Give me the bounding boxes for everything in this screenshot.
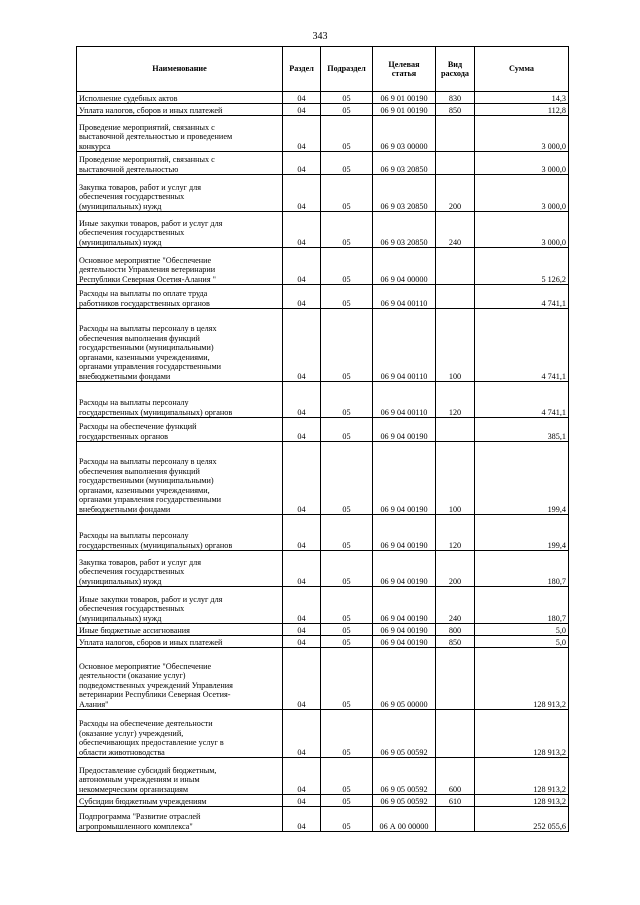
cell-section: 04 <box>283 710 321 758</box>
cell-subsection: 05 <box>321 175 373 212</box>
cell-sum: 199,4 <box>475 515 569 551</box>
cell-name: Иные закупки товаров, работ и услуг для обеспечения государственных (муниципальных) нужд <box>77 212 283 248</box>
cell-type <box>436 248 475 285</box>
cell-name: Расходы на обеспечение функций государственных органов <box>77 418 283 442</box>
cell-subsection: 05 <box>321 418 373 442</box>
cell-subsection: 05 <box>321 442 373 515</box>
cell-target: 06 9 04 00190 <box>373 624 436 636</box>
cell-type: 240 <box>436 212 475 248</box>
table-row <box>77 382 569 418</box>
cell-type: 200 <box>436 175 475 212</box>
cell-name: Расходы на выплаты персоналу в целях обеспечения выполнения функций государственными (муниципальными) органами, казенными учреждениями, органами управления государственными внебюджетными фондами <box>77 309 283 382</box>
cell-type <box>436 648 475 710</box>
table-row <box>77 92 569 104</box>
cell-sum: 385,1 <box>475 418 569 442</box>
page-number: 343 <box>312 31 328 42</box>
cell-type <box>436 152 475 175</box>
table-row <box>77 418 569 442</box>
cell-name: Расходы на выплаты по оплате труда работников государственных органов <box>77 285 283 309</box>
cell-name: Подпрограмма "Развитие отраслей агропромышленного комплекса" <box>77 807 283 832</box>
cell-sum: 199,4 <box>475 442 569 515</box>
cell-name: Закупка товаров, работ и услуг для обеспечения государственных (муниципальных) нужд <box>77 175 283 212</box>
cell-target: 06 9 05 00592 <box>373 795 436 807</box>
cell-type: 600 <box>436 758 475 795</box>
cell-type: 800 <box>436 624 475 636</box>
cell-target: 06 9 03 20850 <box>373 212 436 248</box>
cell-section: 04 <box>283 285 321 309</box>
cell-target: 06 9 04 00190 <box>373 418 436 442</box>
cell-section: 04 <box>283 442 321 515</box>
cell-sum: 180,7 <box>475 587 569 624</box>
table-row <box>77 309 569 382</box>
cell-section: 04 <box>283 152 321 175</box>
cell-type <box>436 710 475 758</box>
cell-name: Расходы на выплаты персоналу государственных (муниципальных) органов <box>77 515 283 551</box>
cell-sum: 14,3 <box>475 92 569 104</box>
cell-subsection: 05 <box>321 212 373 248</box>
cell-target: 06 9 05 00000 <box>373 648 436 710</box>
table-row <box>77 515 569 551</box>
cell-type <box>436 807 475 832</box>
cell-type: 850 <box>436 104 475 116</box>
cell-target: 06 А 00 00000 <box>373 807 436 832</box>
cell-subsection: 05 <box>321 551 373 587</box>
cell-section: 04 <box>283 648 321 710</box>
cell-target: 06 9 04 00190 <box>373 442 436 515</box>
cell-name: Уплата налогов, сборов и иных платежей <box>77 104 283 116</box>
cell-subsection: 05 <box>321 636 373 648</box>
cell-subsection: 05 <box>321 92 373 104</box>
header-target: Целевая статья <box>373 47 436 92</box>
cell-sum: 4 741,1 <box>475 285 569 309</box>
table-row <box>77 212 569 248</box>
header-sum: Сумма <box>475 47 569 92</box>
cell-sum: 5,0 <box>475 636 569 648</box>
cell-section: 04 <box>283 418 321 442</box>
table-row <box>77 551 569 587</box>
cell-subsection: 05 <box>321 104 373 116</box>
table-row <box>77 648 569 710</box>
cell-target: 06 9 03 20850 <box>373 175 436 212</box>
cell-target: 06 9 04 00000 <box>373 248 436 285</box>
cell-type: 610 <box>436 795 475 807</box>
cell-subsection: 05 <box>321 285 373 309</box>
header-name: Наименование <box>77 47 283 92</box>
cell-type: 100 <box>436 309 475 382</box>
cell-sum: 180,7 <box>475 551 569 587</box>
cell-section: 04 <box>283 175 321 212</box>
cell-subsection: 05 <box>321 807 373 832</box>
cell-target: 06 9 04 00190 <box>373 551 436 587</box>
cell-sum: 128 913,2 <box>475 710 569 758</box>
cell-subsection: 05 <box>321 248 373 285</box>
cell-type: 850 <box>436 636 475 648</box>
cell-subsection: 05 <box>321 587 373 624</box>
table-row <box>77 807 569 832</box>
table-row <box>77 175 569 212</box>
cell-sum: 4 741,1 <box>475 382 569 418</box>
cell-type: 100 <box>436 442 475 515</box>
cell-sum: 5 126,2 <box>475 248 569 285</box>
table-row <box>77 636 569 648</box>
cell-target: 06 9 04 00190 <box>373 636 436 648</box>
cell-section: 04 <box>283 382 321 418</box>
cell-name: Иные закупки товаров, работ и услуг для обеспечения государственных (муниципальных) нужд <box>77 587 283 624</box>
cell-sum: 128 913,2 <box>475 795 569 807</box>
cell-subsection: 05 <box>321 758 373 795</box>
cell-subsection: 05 <box>321 515 373 551</box>
cell-target: 06 9 04 00110 <box>373 285 436 309</box>
cell-name: Предоставление субсидий бюджетным, автономным учреждениям и иным некоммерческим организациям <box>77 758 283 795</box>
cell-subsection: 05 <box>321 309 373 382</box>
cell-sum: 3 000,0 <box>475 175 569 212</box>
table-row <box>77 442 569 515</box>
budget-table <box>76 46 569 832</box>
cell-section: 04 <box>283 248 321 285</box>
cell-subsection: 05 <box>321 624 373 636</box>
cell-subsection: 05 <box>321 382 373 418</box>
cell-section: 04 <box>283 309 321 382</box>
cell-name: Проведение мероприятий, связанных с выставочной деятельностью и проведением конкурса <box>77 116 283 152</box>
cell-target: 06 9 03 00000 <box>373 116 436 152</box>
header-subsection: Подраздел <box>321 47 373 92</box>
cell-type <box>436 418 475 442</box>
cell-type: 200 <box>436 551 475 587</box>
cell-target: 06 9 04 00110 <box>373 382 436 418</box>
cell-sum: 3 000,0 <box>475 212 569 248</box>
table-row <box>77 285 569 309</box>
cell-name: Уплата налогов, сборов и иных платежей <box>77 636 283 648</box>
cell-type <box>436 116 475 152</box>
cell-sum: 128 913,2 <box>475 758 569 795</box>
table-row <box>77 587 569 624</box>
cell-section: 04 <box>283 587 321 624</box>
cell-target: 06 9 04 00110 <box>373 309 436 382</box>
cell-name: Субсидии бюджетным учреждениям <box>77 795 283 807</box>
cell-target: 06 9 01 00190 <box>373 104 436 116</box>
cell-sum: 128 913,2 <box>475 648 569 710</box>
cell-section: 04 <box>283 624 321 636</box>
table-row <box>77 624 569 636</box>
cell-sum: 112,8 <box>475 104 569 116</box>
header-type: Вид расхода <box>436 47 475 92</box>
cell-target: 06 9 04 00190 <box>373 587 436 624</box>
cell-subsection: 05 <box>321 710 373 758</box>
cell-name: Основное мероприятие "Обеспечение деятельности (оказание услуг) подведомственных учреждений Управления ветеринарии Республики Северная Осетия- Алания" <box>77 648 283 710</box>
cell-name: Расходы на выплаты персоналу в целях обеспечения выполнения функций государственными (муниципальными) органами, казенными учреждениями, органами управления государственными внебюджетными фондами <box>77 442 283 515</box>
table-body <box>77 92 569 832</box>
cell-name: Расходы на выплаты персоналу государственных (муниципальных) органов <box>77 382 283 418</box>
cell-target: 06 9 05 00592 <box>373 710 436 758</box>
cell-name: Закупка товаров, работ и услуг для обеспечения государственных (муниципальных) нужд <box>77 551 283 587</box>
table-row <box>77 104 569 116</box>
cell-name: Проведение мероприятий, связанных с выставочной деятельностью <box>77 152 283 175</box>
table-row <box>77 758 569 795</box>
cell-sum: 3 000,0 <box>475 152 569 175</box>
cell-subsection: 05 <box>321 795 373 807</box>
cell-name: Иные бюджетные ассигнования <box>77 624 283 636</box>
cell-section: 04 <box>283 807 321 832</box>
cell-subsection: 05 <box>321 152 373 175</box>
cell-name: Расходы на обеспечение деятельности (оказание услуг) учреждений, обеспечивающих предоставление услуг в области животноводства <box>77 710 283 758</box>
cell-section: 04 <box>283 116 321 152</box>
cell-type: 120 <box>436 515 475 551</box>
cell-sum: 252 055,6 <box>475 807 569 832</box>
table-row <box>77 795 569 807</box>
cell-type: 120 <box>436 382 475 418</box>
cell-target: 06 9 05 00592 <box>373 758 436 795</box>
table-row <box>77 152 569 175</box>
cell-section: 04 <box>283 795 321 807</box>
cell-section: 04 <box>283 636 321 648</box>
cell-subsection: 05 <box>321 648 373 710</box>
cell-sum: 4 741,1 <box>475 309 569 382</box>
cell-sum: 5,0 <box>475 624 569 636</box>
table-row <box>77 116 569 152</box>
cell-section: 04 <box>283 515 321 551</box>
cell-target: 06 9 01 00190 <box>373 92 436 104</box>
cell-target: 06 9 04 00190 <box>373 515 436 551</box>
cell-name: Исполнение судебных актов <box>77 92 283 104</box>
cell-section: 04 <box>283 212 321 248</box>
cell-type: 240 <box>436 587 475 624</box>
cell-type <box>436 285 475 309</box>
cell-name: Основное мероприятие "Обеспечение деятельности Управления ветеринарии Республики Северная Осетия-Алания " <box>77 248 283 285</box>
cell-section: 04 <box>283 104 321 116</box>
table-row <box>77 248 569 285</box>
table-row <box>77 710 569 758</box>
table-header-row <box>77 47 569 92</box>
cell-subsection: 05 <box>321 116 373 152</box>
cell-section: 04 <box>283 92 321 104</box>
cell-section: 04 <box>283 758 321 795</box>
cell-section: 04 <box>283 551 321 587</box>
cell-sum: 3 000,0 <box>475 116 569 152</box>
header-section: Раздел <box>283 47 321 92</box>
cell-type: 830 <box>436 92 475 104</box>
cell-target: 06 9 03 20850 <box>373 152 436 175</box>
